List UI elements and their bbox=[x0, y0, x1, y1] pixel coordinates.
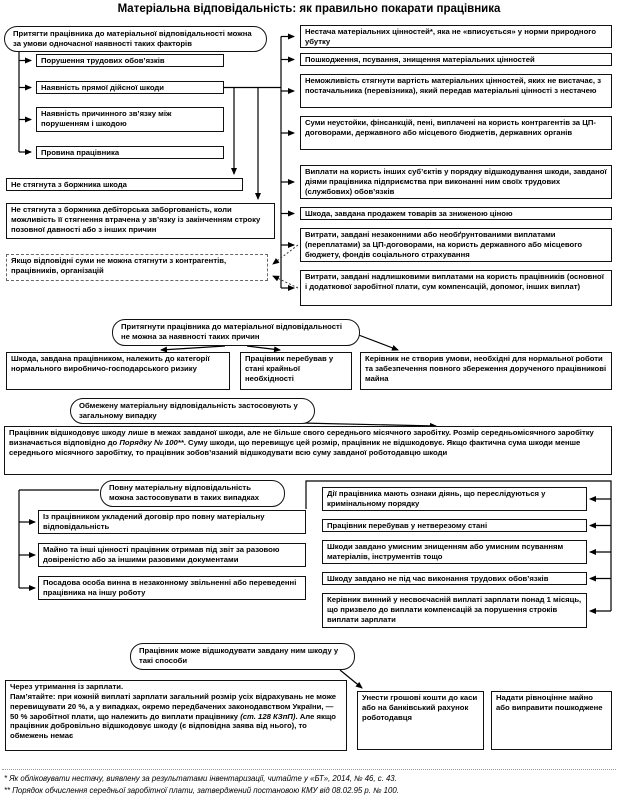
box-full-case-intoxication: Працівник перебував у нетверезому стані bbox=[322, 519, 587, 532]
box-damage-supplier: Неможливість стягнути вартість матеріальних цінностей, яких не вистачає, з постачальника (перевізника), який передав матеріальні цінності з нестачею bbox=[300, 74, 612, 108]
box-full-liability-header: Повну матеріальну відповідальність можна застосовувати в таких випадках bbox=[100, 480, 285, 507]
box-factor-employee-fault: Провина працівника bbox=[36, 146, 224, 159]
box-cause-extreme-necessity: Працівник перебував у стані крайньої необхідності bbox=[240, 352, 352, 390]
box-damage-excess-payments: Витрати, завдані надлишковими виплатами на користь працівників (основної і додаткової заробітної плати, сум компенсацій, допомог, інших виплат) bbox=[300, 270, 612, 306]
box-liability-possible-header: Притягти працівника до матеріальної відповідальності можна за умови одночасної наявності таких факторів bbox=[4, 26, 267, 52]
box-damage-penalties: Суми неустойки, фінсанкцій, пені, виплачені на користь контрагентів за ЦП-договорами, державного або місцевого бюджетів, державних органів bbox=[300, 116, 612, 150]
box-liability-impossible-header: Притягнути працівника до матеріальної відповідальності не можна за наявності таких причин bbox=[112, 319, 360, 346]
footnote-1: * Як обліковувати нестачу, виявлену за результатами інвентаризації, читайте у «БТ», 2014, № 46, с. 43. bbox=[4, 774, 397, 783]
page-title: Матеріальна відповідальність: як правильно покарати працівника bbox=[117, 3, 501, 15]
box-damage-third-party: Виплати на користь інших суб’єктів у порядку відшкодування шкоди, завданої діями працівника підприємства при виконанні ним своїх трудових (службових) обов’язків bbox=[300, 165, 612, 199]
box-cause-no-conditions: Керівник не створив умови, необхідні для нормальної роботи та забезпечення повного збереження дорученого працівникові майна bbox=[360, 352, 612, 390]
box-damage-spoilage: Пошкодження, псування, знищення матеріальних цінностей bbox=[300, 53, 612, 66]
box-cause-normal-risk: Шкода, завдана працівником, належить до категорії нормального виробничо-господарського ризику bbox=[6, 352, 230, 390]
box-compensation-equivalent-property: Надати рівноцінне майно або виправити пошкоджене bbox=[491, 691, 612, 750]
box-damage-discount-sales: Шкода, завдана продажем товарів за зниженою ціною bbox=[300, 207, 612, 220]
box-compensation-header: Працівник може відшкодувати завдану ним шкоду у такі способи bbox=[130, 643, 355, 670]
box-limited-liability-rule: Працівник відшкодовує шкоду лише в межах завданої шкоди, але не більше свого середнього місячного заробітку. Розмір середньомісячного заробітку визначається відповідно до Порядку № 100**. Суму шкоди, що перевищує цей розмір, працівник не відшкодовує. Якщо фактична сума шкоди менше середнього місячного заробітку, то працівник зобов’язаний відшкодувати всю суму завданої роботодавцю шкоди bbox=[4, 426, 612, 475]
dotted-arrows bbox=[273, 245, 298, 288]
box-full-case-one-time-documents: Майно та інші цінності працівник отримав під звіт за разовою довіреністю або за іншими разовими документами bbox=[38, 543, 306, 567]
box-full-case-illegal-dismissal: Посадова особа винна в незаконному звільненні або переведенні працівника на іншу роботу bbox=[38, 576, 306, 600]
box-full-case-off-duty-damage: Шкоду завдано не під час виконання трудових обов’язків bbox=[322, 572, 587, 585]
box-damage-illegal-payments: Витрати, завдані незаконними або необґрунтованими виплатами (переплатами) за ЦП-договорами, на користь державного або місцевого бюджету, фондів соціального страхування bbox=[300, 228, 612, 262]
box-factor-causal-link: Наявність причинного зв’язку між порушенням і шкодою bbox=[36, 107, 224, 132]
box-compensation-salary-withholding: Через утримання із зарплати. Пам’ятайте: при кожній виплаті зарплати загальний розмір усіх відрахувань не може перевищувати 20 %, а у випадках, окремо передбачених законодавством України, — 50 % заробітної плати, що належить до виплати працівнику (ст. 128 КЗпП). Але якщо працівник добровільно відшкодовує шкоду (є відповідна заява від нього), то обмежень немає bbox=[5, 680, 347, 751]
footnote-2: ** Порядок обчислення середньої заробітної плати, затверджений постановою КМУ від 08.02.95 р. № 100. bbox=[4, 786, 399, 795]
box-compensation-cash: Унести грошові кошти до каси або на банківський рахунок роботодавця bbox=[357, 691, 484, 750]
box-factor-breach-duties: Порушення трудових обов’язків bbox=[36, 54, 224, 67]
box-full-case-criminal-acts: Дії працівника мають ознаки діянь, що переслідуються у кримінальному порядку bbox=[322, 487, 587, 511]
box-condition-not-recoverable: Якщо відповідні суми не можна стягнути з контрагентів, працівників, організацій bbox=[6, 254, 268, 281]
box-factor-direct-damage: Наявність прямої дійсної шкоди bbox=[36, 81, 224, 94]
footnote-separator bbox=[2, 769, 616, 770]
box-damage-shortage: Нестача матеріальних цінностей*, яка не «вписується» у норми природного убутку bbox=[300, 25, 612, 48]
box-full-case-contract: Із працівником укладений договір про повну матеріальну відповідальність bbox=[38, 510, 306, 534]
box-uncollected-receivables: Не стягнута з боржника дебіторська заборгованість, коли можливість її стягнення втрачена у зв’язку із закінченням строку позовної давності або з інших причин bbox=[6, 203, 275, 239]
box-full-case-late-salary: Керівник винний у несвоєчасній виплаті зарплати понад 1 місяць, що призвело до виплати компенсацій за порушення строків виплати зарплати bbox=[322, 593, 587, 628]
box-full-case-intentional-damage: Шкоди завдано умисним знищенням або умисним псуванням матеріалів, інструментів тощо bbox=[322, 540, 587, 564]
box-limited-liability-header: Обмежену матеріальну відповідальність застосовують у загальному випадку bbox=[70, 398, 315, 424]
box-uncollected-damage: Не стягнута з боржника шкода bbox=[6, 178, 243, 191]
